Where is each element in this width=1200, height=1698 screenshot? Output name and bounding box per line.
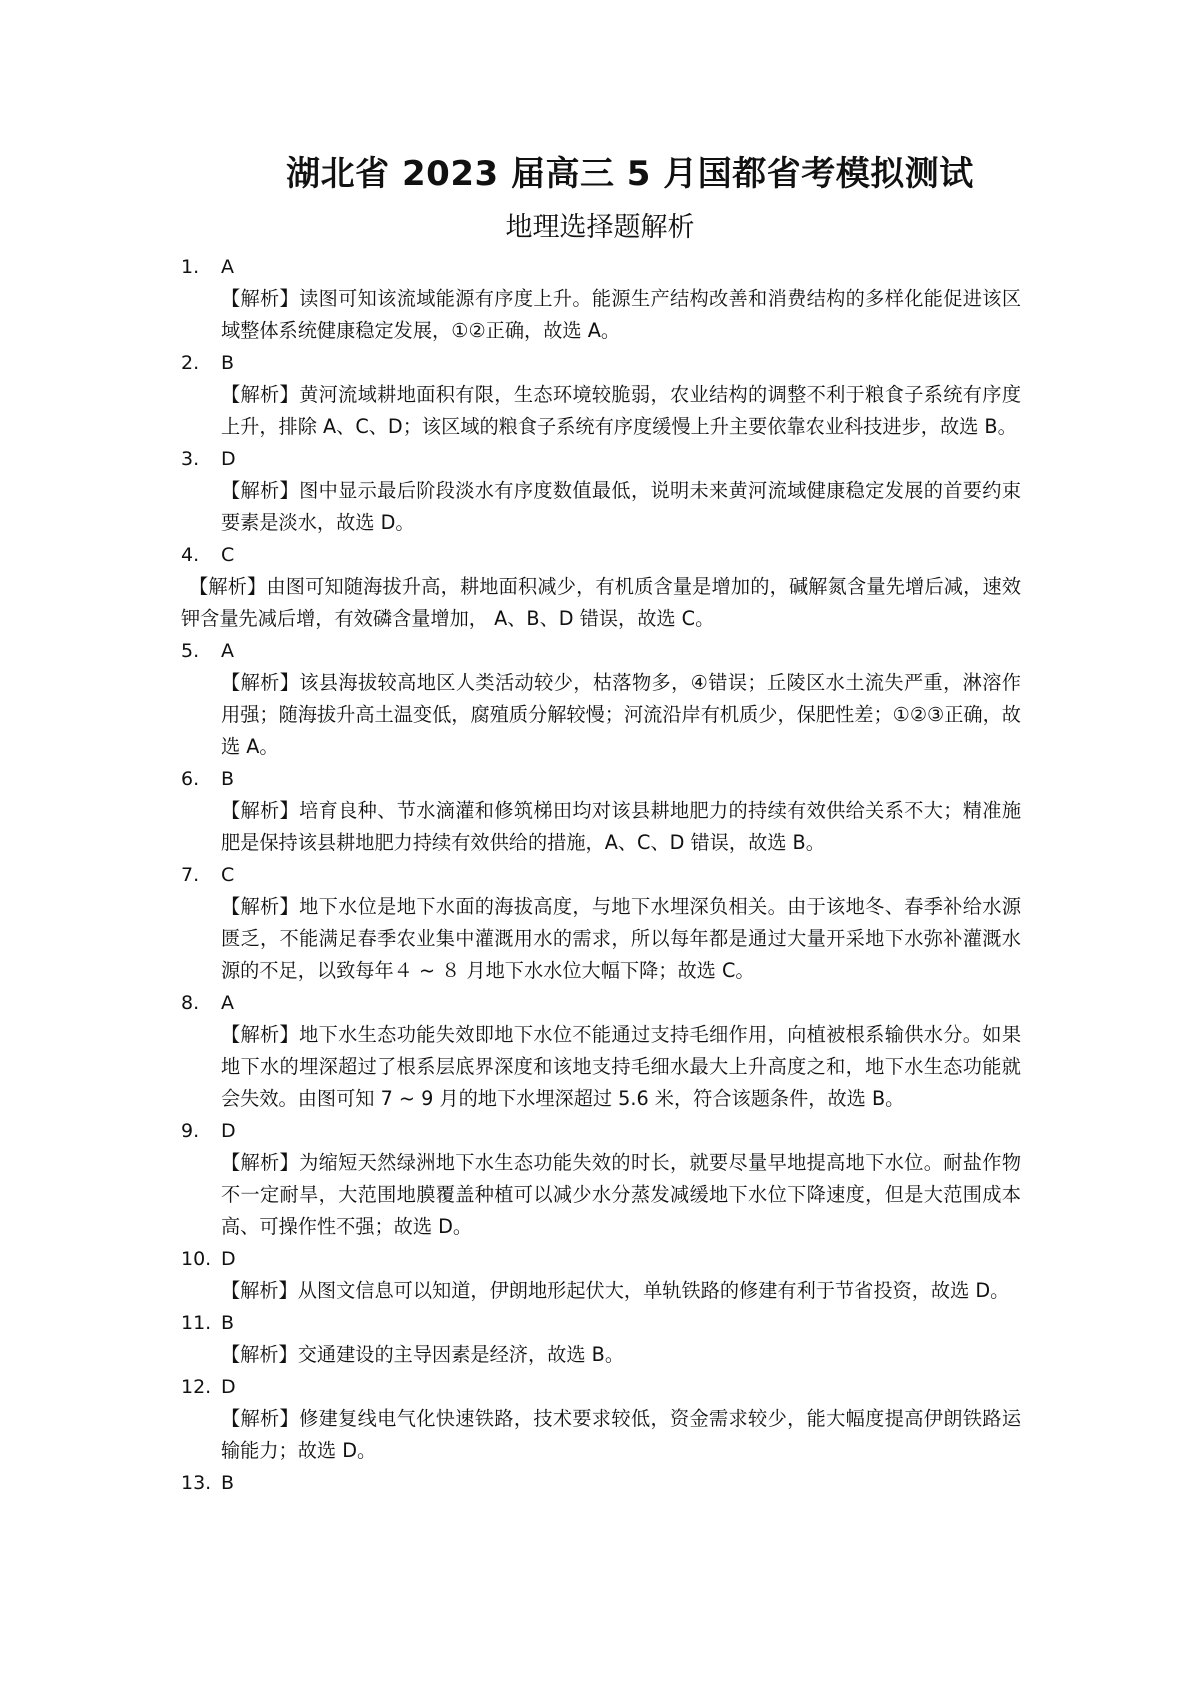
answer-choice: B bbox=[221, 352, 235, 374]
answer-choice: D bbox=[221, 1120, 236, 1142]
analysis-text bbox=[221, 1403, 1021, 1467]
answer-choice: A bbox=[221, 640, 234, 662]
analysis-text bbox=[221, 1019, 1021, 1115]
question-number: 7. bbox=[181, 864, 200, 886]
answer-item bbox=[0, 443, 1200, 539]
analysis-tag: 【解析】 bbox=[221, 1407, 300, 1430]
answer-list bbox=[0, 251, 1200, 1499]
analysis-body: 修建复线电气化快速铁路，技术要求较低，资金需求较少，能大幅度提高伊朗铁路运输能力；故选 D。 bbox=[221, 1407, 1022, 1462]
analysis-text bbox=[221, 1339, 1021, 1371]
question-number: 4. bbox=[181, 544, 200, 566]
analysis-body: 读图可知该流域能源有序度上升。能源生产结构改善和消费结构的多样化能促进该区域整体系统健康稳定发展，①②正确，故选 A。 bbox=[221, 287, 1022, 342]
answer-item bbox=[0, 1115, 1200, 1243]
answer-choice: D bbox=[221, 1376, 236, 1398]
answer-choice: B bbox=[221, 768, 235, 790]
analysis-text bbox=[221, 379, 1021, 443]
document-title: 湖北省 2023 届高三 5 月国都省考模拟测试 bbox=[286, 154, 974, 194]
answer-item bbox=[0, 1243, 1200, 1307]
answer-item bbox=[0, 251, 1200, 347]
analysis-tag: 【解析】 bbox=[221, 895, 300, 918]
analysis-tag: 【解析】 bbox=[221, 671, 300, 694]
analysis-text bbox=[221, 475, 1021, 539]
answer-choice: D bbox=[221, 448, 236, 470]
analysis-text bbox=[221, 667, 1021, 763]
analysis-text bbox=[221, 1147, 1021, 1243]
answer-item bbox=[0, 987, 1200, 1115]
analysis-body: 地下水生态功能失效即地下水位不能通过支持毛细作用，向植被根系输供水分。如果地下水的埋深超过了根系层底界深度和该地支持毛细水最大上升高度之和，地下水生态功能就会失效。由图可知 7 ~ 9 月的地下水埋深超过 5.6 米，符合该题条件，故选 B。 bbox=[221, 1023, 1022, 1110]
answer-choice: A bbox=[221, 256, 234, 278]
question-number: 6. bbox=[181, 768, 200, 790]
analysis-body: 交通建设的主导因素是经济，故选 B。 bbox=[297, 1343, 625, 1366]
answer-item bbox=[0, 1307, 1200, 1371]
question-number: 9. bbox=[181, 1120, 200, 1142]
analysis-text bbox=[221, 1275, 1021, 1307]
answer-item bbox=[0, 859, 1200, 987]
answer-choice: B bbox=[221, 1312, 235, 1334]
analysis-tag: 【解析】 bbox=[221, 1343, 298, 1366]
question-number: 11. bbox=[181, 1312, 212, 1334]
question-number: 1. bbox=[181, 256, 200, 278]
answer-choice: C bbox=[221, 544, 235, 566]
answer-choice: A bbox=[221, 992, 234, 1014]
analysis-body: 该县海拔较高地区人类活动较少，枯落物多，④错误；丘陵区水土流失严重，淋溶作用强；随海拔升高土温变低，腐殖质分解较慢；河流沿岸有机质少，保肥性差；①②③正确，故选 A。 bbox=[221, 671, 1021, 758]
analysis-tag: 【解析】 bbox=[221, 287, 300, 310]
analysis-tag: 【解析】 bbox=[221, 1279, 298, 1302]
analysis-body: 从图文信息可以知道，伊朗地形起伏大，单轨铁路的修建有利于节省投资，故选 D。 bbox=[297, 1279, 1010, 1302]
analysis-body: 黄河流域耕地面积有限，生态环境较脆弱，农业结构的调整不利于粮食子系统有序度上升，排除 A、C、D；该区域的粮食子系统有序度缓慢上升主要依靠农业科技进步，故选 B。 bbox=[221, 383, 1022, 438]
analysis-text bbox=[221, 891, 1021, 987]
answer-item bbox=[0, 763, 1200, 859]
question-number: 2. bbox=[181, 352, 200, 374]
answer-item bbox=[0, 1371, 1200, 1467]
analysis-body: 地下水位是地下水面的海拔高度，与地下水埋深负相关。由于该地冬、春季补给水源匮乏，不能满足春季农业集中灌溉用水的需求，所以每年都是通过大量开采地下水弥补灌溉水源的不足，以致每年４ ~ ８ 月地下水水位大幅下降；故选 C。 bbox=[221, 895, 1022, 982]
answer-choice: D bbox=[221, 1248, 236, 1270]
analysis-text bbox=[221, 795, 1021, 859]
analysis-body: 由图可知随海拔升高，耕地面积减少，有机质含量是增加的，碱解氮含量先增后减，速效钾含量先减后增，有效磷含量增加， A、B、D 错误，故选 C。 bbox=[181, 575, 1022, 630]
analysis-body: 培育良种、节水滴灌和修筑梯田均对该县耕地肥力的持续有效供给关系不大；精准施肥是保持该县耕地肥力持续有效供给的措施，A、C、D 错误，故选 B。 bbox=[221, 799, 1022, 854]
question-number: 10. bbox=[181, 1248, 212, 1270]
analysis-tag: 【解析】 bbox=[221, 479, 300, 502]
analysis-tag: 【解析】 bbox=[221, 1023, 300, 1046]
answer-item bbox=[0, 635, 1200, 763]
document-subtitle: 地理选择题解析 bbox=[505, 212, 695, 243]
analysis-tag: 【解析】 bbox=[189, 575, 267, 598]
answer-item bbox=[0, 539, 1200, 635]
analysis-text bbox=[181, 571, 1021, 635]
analysis-tag: 【解析】 bbox=[221, 1151, 300, 1174]
analysis-tag: 【解析】 bbox=[221, 799, 300, 822]
answer-item bbox=[0, 1467, 1200, 1499]
analysis-text bbox=[221, 283, 1021, 347]
analysis-body: 图中显示最后阶段淡水有序度数值最低，说明未来黄河流域健康稳定发展的首要约束要素是淡水，故选 D。 bbox=[221, 479, 1022, 534]
analysis-tag: 【解析】 bbox=[221, 383, 300, 406]
answer-choice: C bbox=[221, 864, 235, 886]
question-number: 8. bbox=[181, 992, 200, 1014]
question-number: 5. bbox=[181, 640, 200, 662]
answer-choice: B bbox=[221, 1472, 235, 1494]
question-number: 13. bbox=[181, 1472, 212, 1494]
answer-item bbox=[0, 347, 1200, 443]
question-number: 3. bbox=[181, 448, 200, 470]
analysis-body: 为缩短天然绿洲地下水生态功能失效的时长，就要尽量早地提高地下水位。耐盐作物不一定耐旱，大范围地膜覆盖种植可以减少水分蒸发减缓地下水位下降速度，但是大范围成本高、可操作性不强；故选 D。 bbox=[221, 1151, 1022, 1238]
question-number: 12. bbox=[181, 1376, 212, 1398]
